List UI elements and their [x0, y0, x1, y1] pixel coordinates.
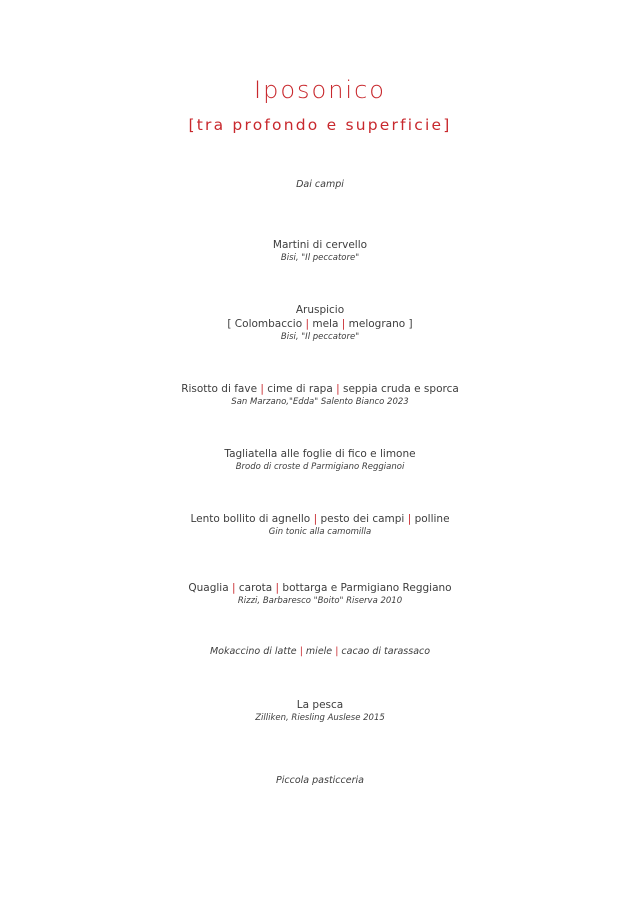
component: Mokaccino di latte: [209, 646, 297, 657]
course-closing: [0, 775, 640, 786]
course-8: [0, 698, 640, 724]
dish-name: [0, 646, 640, 657]
wine-pairing: Bisi, "Il peccatore": [280, 332, 360, 342]
component: miele: [305, 646, 333, 657]
dish-name: [0, 382, 640, 396]
component: bottarga e Parmigiano Reggiano: [282, 582, 452, 594]
intro-text: Dai campi: [296, 179, 344, 190]
component: pesto dei campi: [320, 513, 405, 525]
component: mela: [312, 318, 339, 330]
wine-pairing: Zilliken, Riesling Auslese 2015: [255, 713, 385, 723]
dish-name: Aruspicio: [295, 304, 345, 316]
component: polline: [414, 513, 450, 525]
dish-name: Martini di cervello: [272, 239, 368, 251]
component: melograno ]: [348, 318, 413, 330]
wine-pairing: Bisi, "Il peccatore": [280, 253, 360, 263]
separator: |: [299, 646, 303, 657]
dish-name: [0, 512, 640, 526]
component: cacao di tarassaco: [341, 646, 431, 657]
course-3: [0, 382, 640, 408]
separator: |: [335, 646, 339, 657]
menu-title: Iposonico: [254, 76, 386, 104]
menu-subtitle: [tra profondo e superficie]: [188, 116, 452, 134]
wine-pairing: Brodo di croste d Parmigiano Reggianoi: [235, 462, 405, 472]
wine-pairing: Rizzi, Barbaresco "Boito" Riserva 2010: [237, 596, 403, 606]
dish-name: [0, 581, 640, 595]
course-intro: [0, 179, 640, 190]
separator: |: [336, 383, 340, 395]
component: cime di rapa: [267, 383, 333, 395]
component: [ Colombaccio: [227, 318, 303, 330]
course-4: [0, 447, 640, 473]
separator: |: [341, 318, 346, 330]
separator: |: [305, 318, 310, 330]
dish-name: La pesca: [296, 699, 344, 711]
separator: |: [260, 383, 264, 395]
course-1: [0, 238, 640, 264]
dish-name: Tagliatella alle foglie di fico e limone: [224, 448, 416, 460]
component: seppia cruda e sporca: [343, 383, 459, 395]
course-6: [0, 581, 640, 607]
course-5: [0, 512, 640, 538]
dish-components: [0, 317, 640, 331]
closing-text: Piccola pasticceria: [276, 775, 364, 786]
separator: |: [232, 582, 236, 594]
component: Quaglia: [188, 582, 229, 594]
component: carota: [238, 582, 273, 594]
separator: |: [313, 513, 318, 525]
separator: |: [275, 582, 280, 594]
course-7: [0, 646, 640, 657]
separator: |: [407, 513, 412, 525]
wine-pairing: Gin tonic alla camomilla: [268, 527, 372, 537]
component: Lento bollito di agnello: [190, 513, 311, 525]
wine-pairing: San Marzano,"Edda" Salento Bianco 2023: [231, 397, 409, 407]
component: Risotto di fave: [181, 383, 258, 395]
course-2: [0, 303, 640, 343]
